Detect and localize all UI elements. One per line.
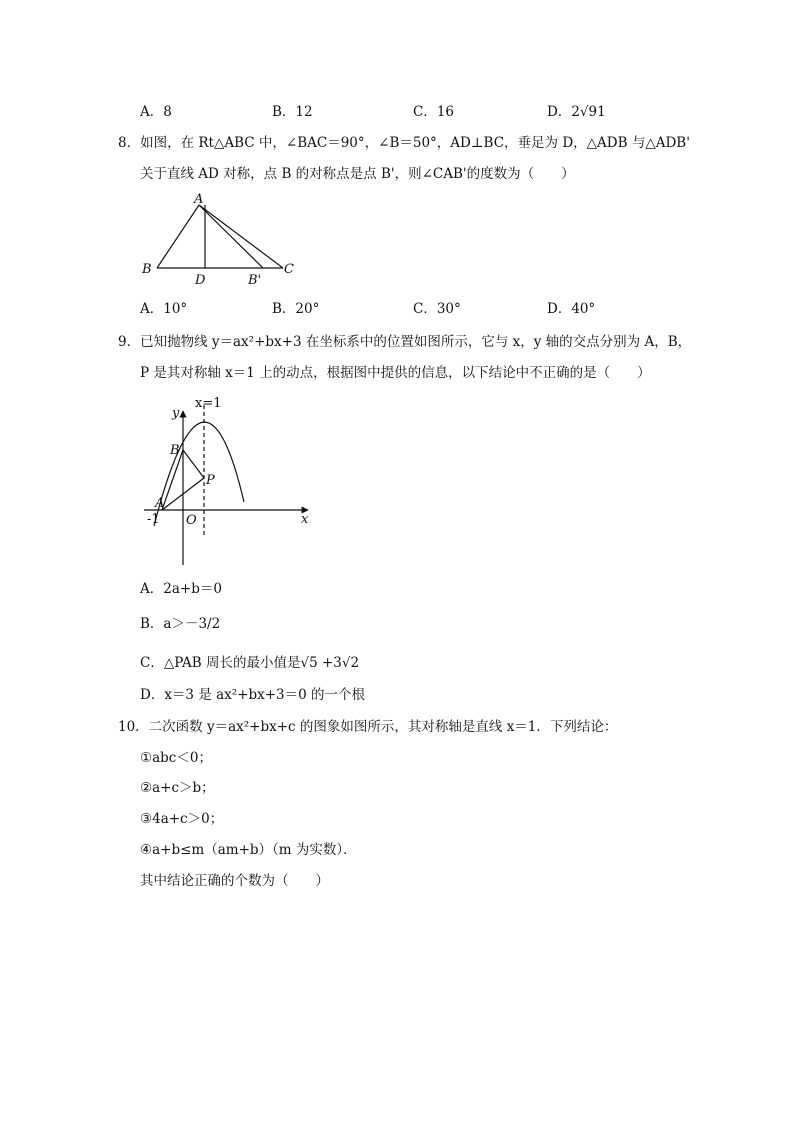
label-symmetry-axis: x=1: [195, 396, 222, 411]
label-a: A: [194, 192, 204, 207]
q8-stem-line2: 关于直线 AD 对称，点 B 的对称点是点 B'，则∠CAB'的度数为（ ）: [140, 166, 575, 182]
segment-bp: [183, 450, 204, 478]
q7-option-c[interactable]: C．16: [413, 104, 455, 120]
q9-stem-line2: P 是其对称轴 x＝1 上的动点，根据图中提供的信息，以下结论中不正确的是（ ）: [140, 365, 651, 381]
label-c: C: [284, 262, 294, 277]
q9-option-d[interactable]: D．x＝3 是 ax²+bx+3＝0 的一个根: [140, 687, 366, 703]
q7-option-a[interactable]: A．8: [140, 104, 172, 120]
label-y-axis: y: [172, 406, 180, 421]
label-a: A: [155, 496, 165, 511]
q10-item-2: ②a+c＞b；: [140, 780, 215, 796]
segment-ab: [162, 450, 183, 510]
q8-triangle-figure: [130, 193, 310, 293]
q10-item-3: ③4a+c＞0；: [140, 811, 224, 827]
q10-item-4: ④a+b≤m（am+b）（m 为实数）．: [140, 842, 357, 858]
q7-option-b[interactable]: B．12: [272, 104, 313, 120]
label-minus-one: -1: [147, 512, 160, 527]
label-x-axis: x: [301, 512, 309, 527]
q9-option-b[interactable]: B．a＞－3/2: [140, 616, 221, 632]
q8-option-a[interactable]: A．10°: [140, 301, 188, 317]
label-b-prime: B': [248, 273, 262, 288]
q9-option-a[interactable]: A．2a+b＝0: [140, 581, 222, 597]
label-origin: O: [186, 513, 197, 528]
label-p: P: [206, 473, 215, 488]
label-b: B: [170, 443, 180, 458]
q8-option-b[interactable]: B．20°: [272, 301, 320, 317]
q8-option-d[interactable]: D．40°: [547, 301, 596, 317]
q9-parabola-figure: [140, 393, 315, 568]
q8-option-c[interactable]: C．30°: [413, 301, 461, 317]
segment-ac: [199, 205, 283, 268]
q7-option-d[interactable]: D．2√91: [547, 104, 606, 120]
segment-ab: [157, 205, 199, 268]
q8-stem-line1: 8．如图，在 Rt△ABC 中，∠BAC＝90°，∠B＝50°，AD⊥BC，垂足为 D，△ADB 与△ADB': [118, 135, 690, 151]
segment-ab-prime: [199, 205, 263, 268]
q9-stem-line1: 9．已知抛物线 y＝ax²+bx+3 在坐标系中的位置如图所示，它与 x，y 轴的交点分别为 A，B，: [118, 334, 692, 350]
q9-option-c[interactable]: C．△PAB 周长的最小值是√5 +3√2: [140, 655, 360, 671]
q10-stem: 10．二次函数 y＝ax²+bx+c 的图象如图所示，其对称轴是直线 x＝1．下列结论：: [118, 719, 618, 735]
label-b: B: [142, 262, 152, 277]
q10-question: 其中结论正确的个数为（ ）: [140, 873, 329, 889]
q10-item-1: ①abc＜0；: [140, 750, 212, 766]
label-d: D: [195, 273, 206, 288]
